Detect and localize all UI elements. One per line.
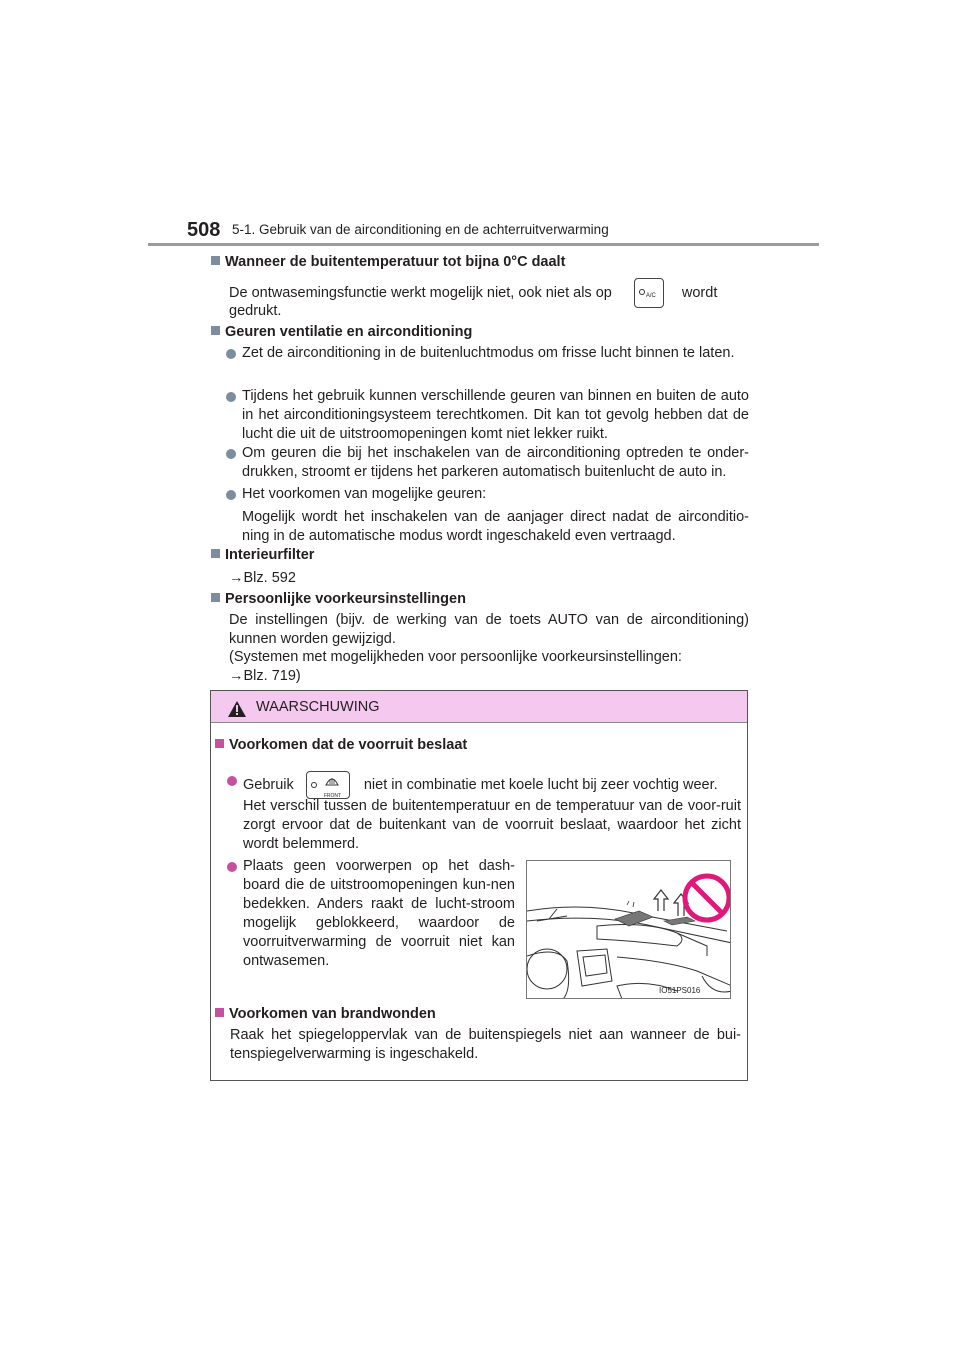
bullet-icon (226, 449, 236, 459)
dashboard-drawing (527, 861, 731, 999)
defroster-symbol-icon (325, 776, 339, 786)
chapter-title: 5-1. Gebruik van de airconditioning en de achterruitverwarming (232, 222, 609, 237)
page-number: 508 (187, 219, 221, 241)
section-marker (211, 256, 220, 265)
section-marker (211, 326, 220, 335)
section-title-temperature: Wanneer de buitentemperatuur tot bijna 0°C daalt (211, 254, 565, 270)
section-title-odors: Geuren ventilatie en airconditioning (211, 324, 472, 340)
section-marker (211, 593, 220, 602)
filter-page-ref[interactable]: →Blz. 592 (229, 570, 296, 586)
customization-text: De instellingen (bijv. de werking van de toets AUTO van de airconditioning) kunnen worden gewijzigd. (229, 612, 749, 647)
section-marker (211, 549, 220, 558)
warning-fog-line-1: Gebruik FRONT niet in combinatie met koele lucht bij zeer vochtig weer. (243, 771, 741, 799)
warning-title-burns: Voorkomen van brandwonden (215, 1006, 436, 1022)
customization-text-2: (Systemen met mogelijkheden voor persoonlijke voorkeursinstellingen: (229, 649, 682, 665)
odor-bullet-1: Zet de airconditioning in de buitenluchtmodus om frisse lucht binnen te laten. (242, 345, 735, 361)
section-text-temperature-end: gedrukt. (229, 303, 282, 319)
odor-bullet-2: Tijdens het gebruik kunnen verschillende geuren van binnen en buiten de auto in het airconditioningsysteem terechtkomen. Dit kan tot gevolg hebben dat de lucht die uit de uitstroomopeningen komt niet lekker ruikt. (242, 388, 749, 442)
dashboard-illustration (526, 860, 731, 999)
section-title-filter: Interieurfilter (211, 547, 314, 563)
section-text-temperature: De ontwasemingsfunctie werkt mogelijk niet, ook niet als op A/C wordt (229, 278, 749, 308)
warning-burns-text: Raak het spiegeloppervlak van de buitenspiegels niet aan wanneer de bui-tenspiegelverwarming is ingeschakeld. (230, 1027, 741, 1062)
warning-box (210, 690, 748, 1081)
header-divider (148, 243, 819, 246)
ac-button-icon: A/C (634, 278, 664, 308)
odor-bullet-4: Het voorkomen van mogelijke geuren: (242, 486, 487, 502)
section-title-customization: Persoonlijke voorkeursinstellingen (211, 591, 466, 607)
odor-bullet-4-detail: Mogelijk wordt het inschakelen van de aanjager direct nadat de airconditio-ning in de automatische modus wordt ingeschakeld even vertraagd. (242, 509, 749, 544)
bullet-icon (226, 349, 236, 359)
warning-marker (215, 739, 224, 748)
bullet-icon (227, 776, 237, 786)
bullet-icon (227, 862, 237, 872)
bullet-icon (226, 490, 236, 500)
odor-bullet-3: Om geuren die bij het inschakelen van de airconditioning optreden te onder-drukken, stroomt er tijdens het parkeren automatisch buitenlucht de auto in. (242, 445, 749, 480)
warning-fog-line-2: Het verschil tussen de buitentemperatuur en de temperatuur van de voor-ruit zorgt ervoor dat de buitenkant van de voorruit beslaat, waardoor het zicht wordt belemmerd. (243, 798, 741, 852)
warning-title: WAARSCHUWING (256, 699, 380, 715)
customization-page-ref[interactable]: →Blz. 719) (229, 668, 301, 684)
warning-header (211, 691, 747, 723)
warning-title-fog: Voorkomen dat de voorruit beslaat (215, 737, 467, 753)
warning-marker (215, 1008, 224, 1017)
warning-dashboard-text: Plaats geen voorwerpen op het dash-board die de uitstroomopeningen kun-nen bedekken. Anders raakt de lucht-stroom mogelijk geblokkeerd, waardoor de voorruitverwarming de voorruit niet kan ontwasemen. (243, 858, 515, 969)
illustration-code: IO51PS016 (659, 986, 701, 995)
front-defroster-button-icon: FRONT (306, 771, 350, 799)
bullet-icon (226, 392, 236, 402)
